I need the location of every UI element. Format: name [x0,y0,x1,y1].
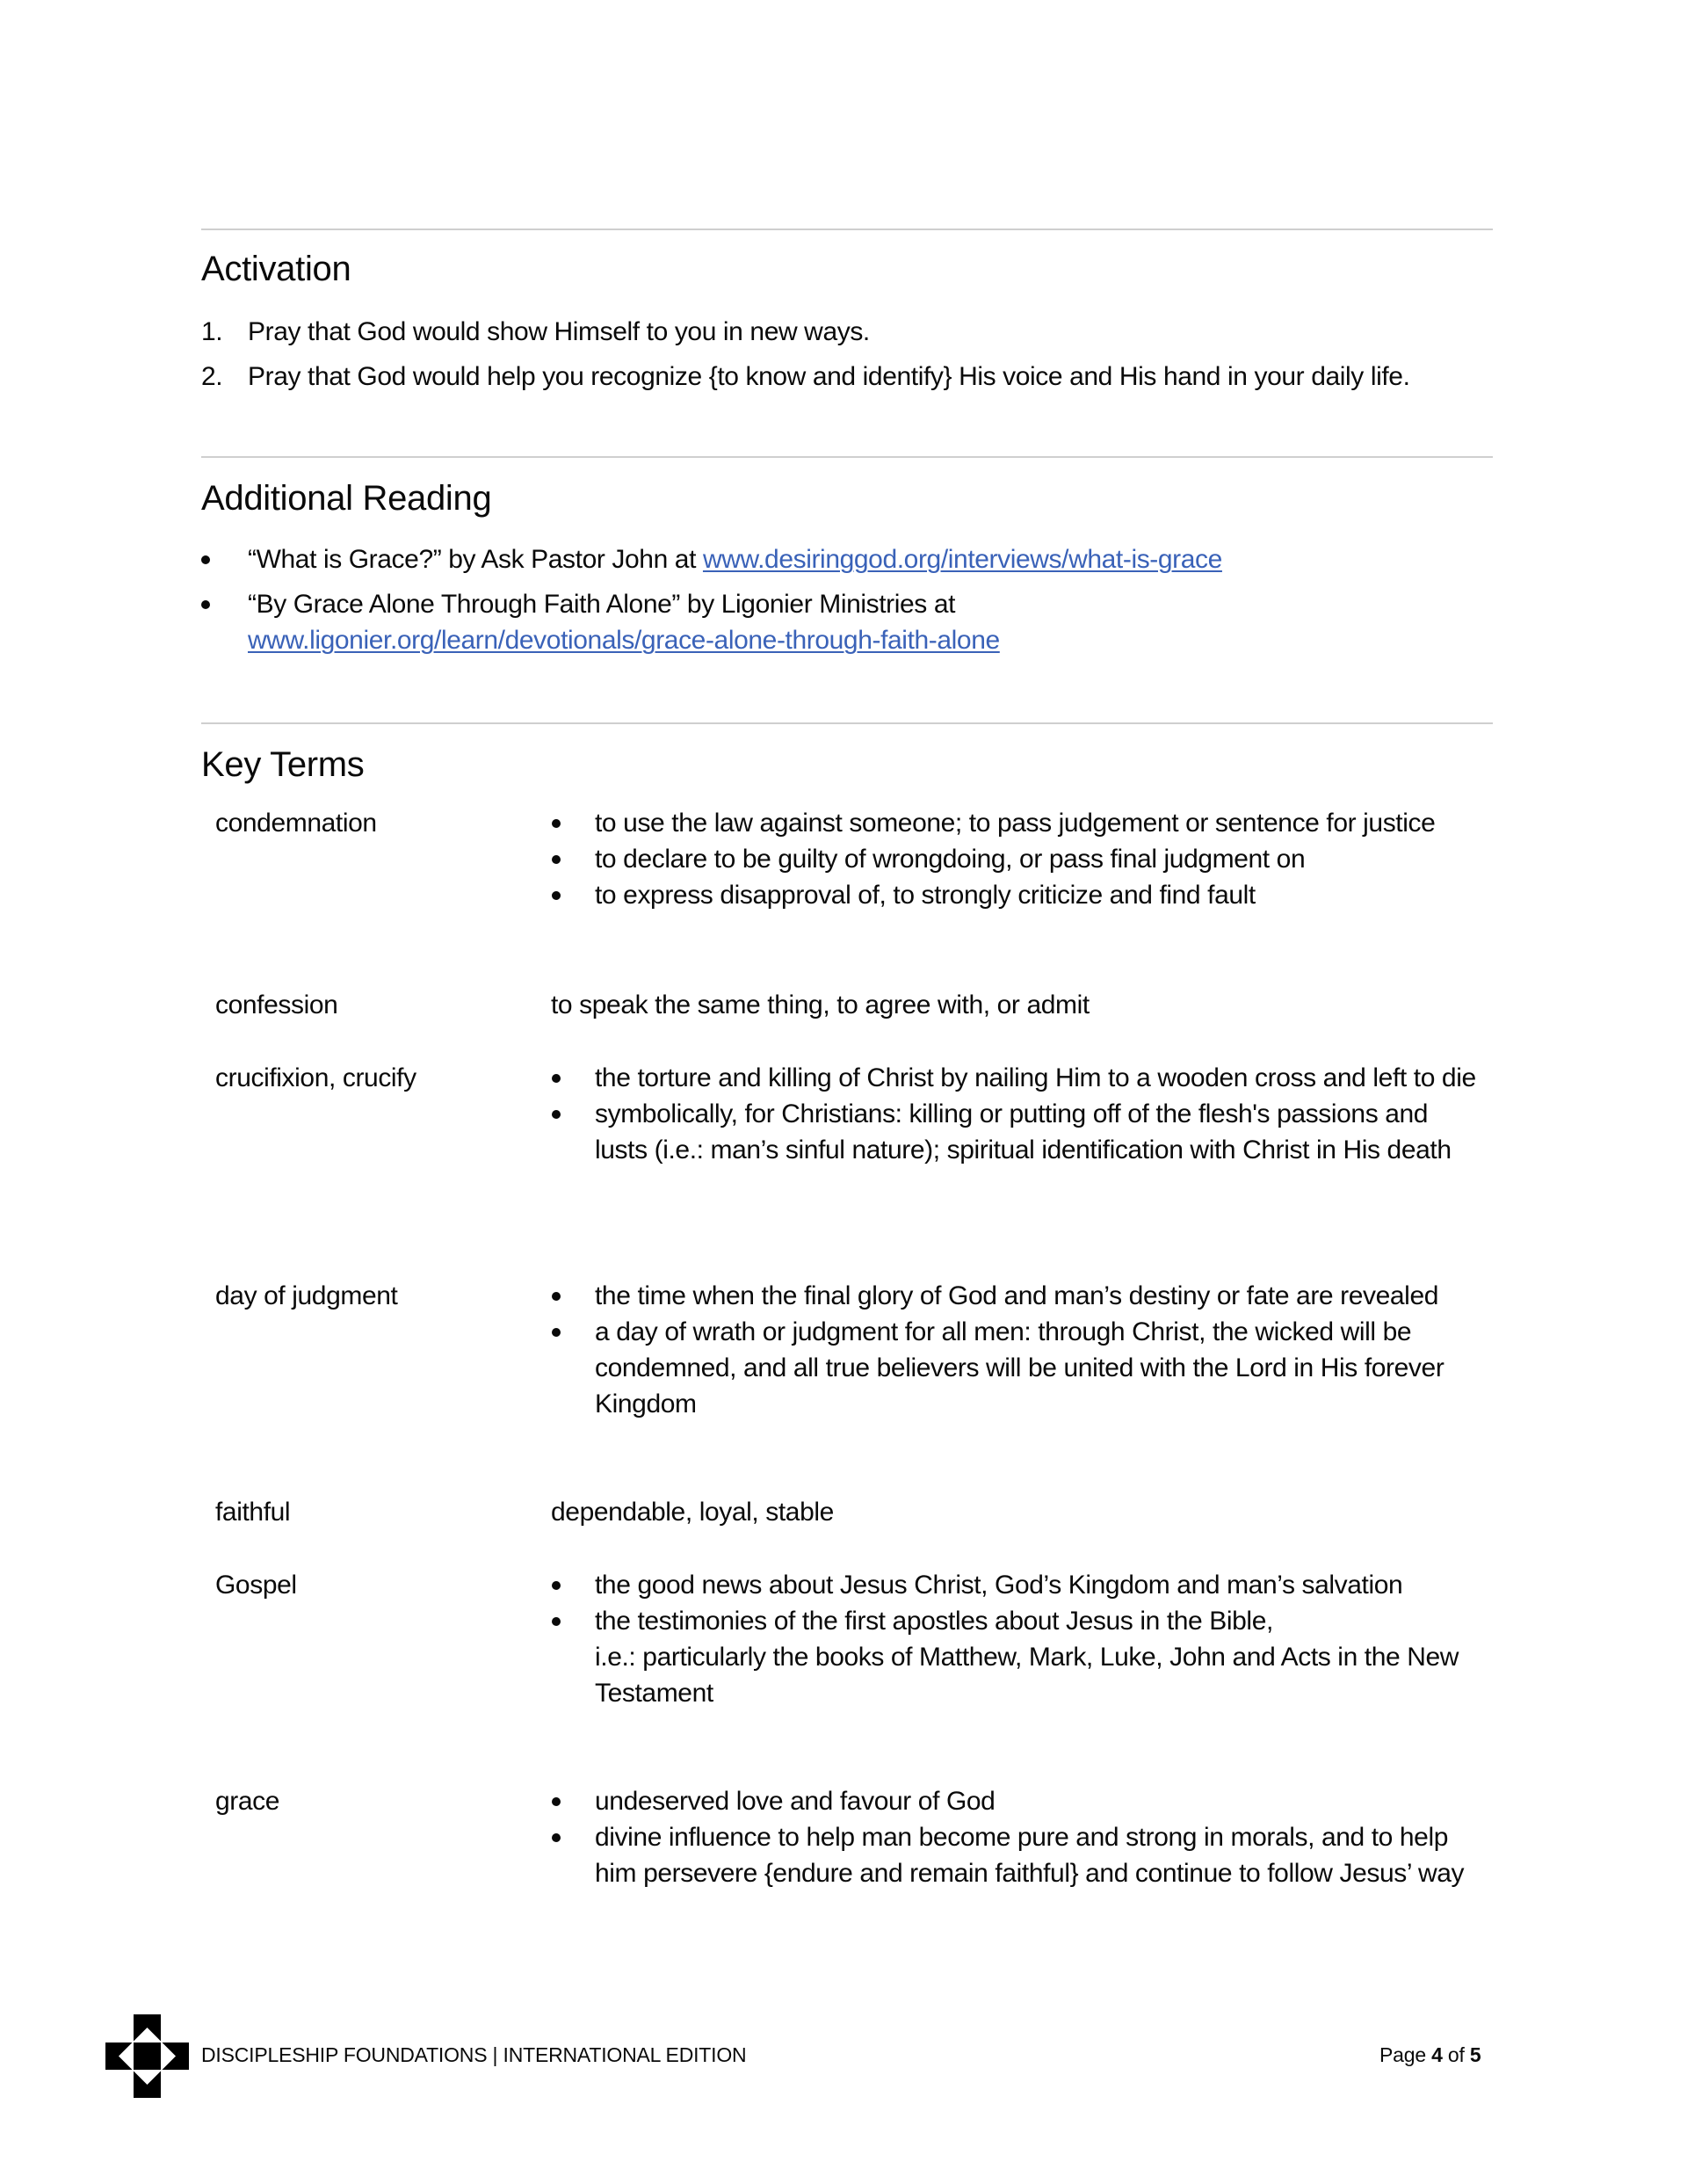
bullet-icon [552,1833,561,1842]
definition-item [551,841,1482,877]
term-label: day of judgment [215,1281,398,1310]
definition-item [551,1278,1482,1314]
definition-text: the torture and killing of Christ by nailing Him to a wooden cross and left to die [595,1063,1476,1092]
definition-item [551,877,1482,913]
definition-item [551,1819,1482,1891]
definition-text: divine influence to help man become pure and strong in morals, and to help him persevere {endure and remain faithful} and continue to follow Jesus’ way [595,1823,1465,1888]
definition-item [551,1567,1482,1603]
term-label: confession [215,990,338,1019]
definition-item [551,1060,1482,1096]
definition-text: i.e.: particularly the books of Matthew, Mark, Luke, John and Acts in the New Testament [595,1643,1459,1708]
reading-title: “What is Grace?” by Ask Pastor John at [248,545,703,574]
definition-text: dependable, loyal, stable [551,1498,834,1527]
reading-title: “By Grace Alone Through Faith Alone” by Ligonier Ministries at [248,590,956,619]
ligonier-link[interactable]: www.ligonier.org/learn/devotionals/grace-alone-through-faith-alone [248,626,1000,655]
bullet-icon [552,855,561,864]
definition-item [551,805,1482,841]
definition-text: the good news about Jesus Christ, God’s Kingdom and man’s salvation [595,1571,1403,1600]
cross-diamond-logo-icon [105,2014,189,2098]
bullet-icon [201,600,210,609]
page-of: of [1447,2043,1465,2066]
bullet-icon [201,555,210,564]
bullet-icon [552,1292,561,1301]
list-item-text [248,541,1222,577]
bullet-icon [552,1328,561,1337]
bullet-icon [552,1797,561,1806]
page-current: 4 [1431,2043,1443,2066]
definition-list [551,805,1482,913]
page-number [1379,2043,1481,2067]
list-number: 2. [201,362,223,391]
page-label: Page [1379,2043,1426,2066]
section-heading-key-terms: Key Terms [201,745,365,784]
definition-text: to speak the same thing, to agree with, or admit [551,990,1090,1019]
definition-text: a day of wrath or judgment for all men: through Christ, the wicked will be condemned, and all true believers will be united with the Lord in His forever Kingdom [595,1317,1444,1419]
term-label: crucifixion, crucify [215,1063,416,1092]
definition-text: symbolically, for Christians: killing or putting off of the flesh's passions and lusts (i.e.: man’s sinful nature); spiritual identification with Christ in His death [595,1099,1452,1165]
list-item-text: Pray that God would show Himself to you in new ways. [248,317,870,346]
definition-text: to express disapproval of, to strongly criticize and find fault [595,881,1256,910]
section-heading-activation: Activation [201,250,351,288]
definition-list [551,1278,1482,1422]
bullet-icon [552,819,561,828]
term-label: faithful [215,1498,291,1527]
term-label: Gospel [215,1571,297,1600]
definition-text: to declare to be guilty of wrongdoing, or pass final judgment on [595,845,1306,874]
section-divider [201,722,1493,724]
definition-item [551,1314,1482,1422]
definition-item [551,1603,1482,1711]
definition-list [551,1783,1482,1891]
desiringgod-link[interactable]: www.desiringgod.org/interviews/what-is-grace [702,545,1222,574]
definition-text: the time when the final glory of God and man’s destiny or fate are revealed [595,1281,1439,1310]
definition-text: the testimonies of the first apostles about Jesus in the Bible, [595,1607,1273,1636]
bullet-icon [552,1581,561,1590]
definition-item [551,1096,1482,1168]
definition-item [551,1783,1482,1819]
page-total: 5 [1469,2043,1481,2066]
term-label: grace [215,1787,280,1816]
term-label: condemnation [215,809,377,838]
section-divider [201,229,1493,230]
definition-text: undeserved love and favour of God [595,1787,996,1816]
bullet-icon [552,1110,561,1119]
definition-text: to use the law against someone; to pass judgement or sentence for justice [595,809,1436,838]
list-number: 1. [201,317,223,346]
bullet-icon [552,1074,561,1083]
footer-title: DISCIPLESHIP FOUNDATIONS | INTERNATIONAL EDITION [201,2043,747,2066]
section-divider [201,456,1493,458]
definition-list [551,1567,1482,1711]
list-item-text: Pray that God would help you recognize {to know and identify} His voice and His hand in your daily life. [248,362,1410,391]
definition-list [551,1060,1482,1168]
bullet-icon [552,1617,561,1626]
section-heading-additional-reading: Additional Reading [201,479,492,518]
bullet-icon [552,891,561,900]
